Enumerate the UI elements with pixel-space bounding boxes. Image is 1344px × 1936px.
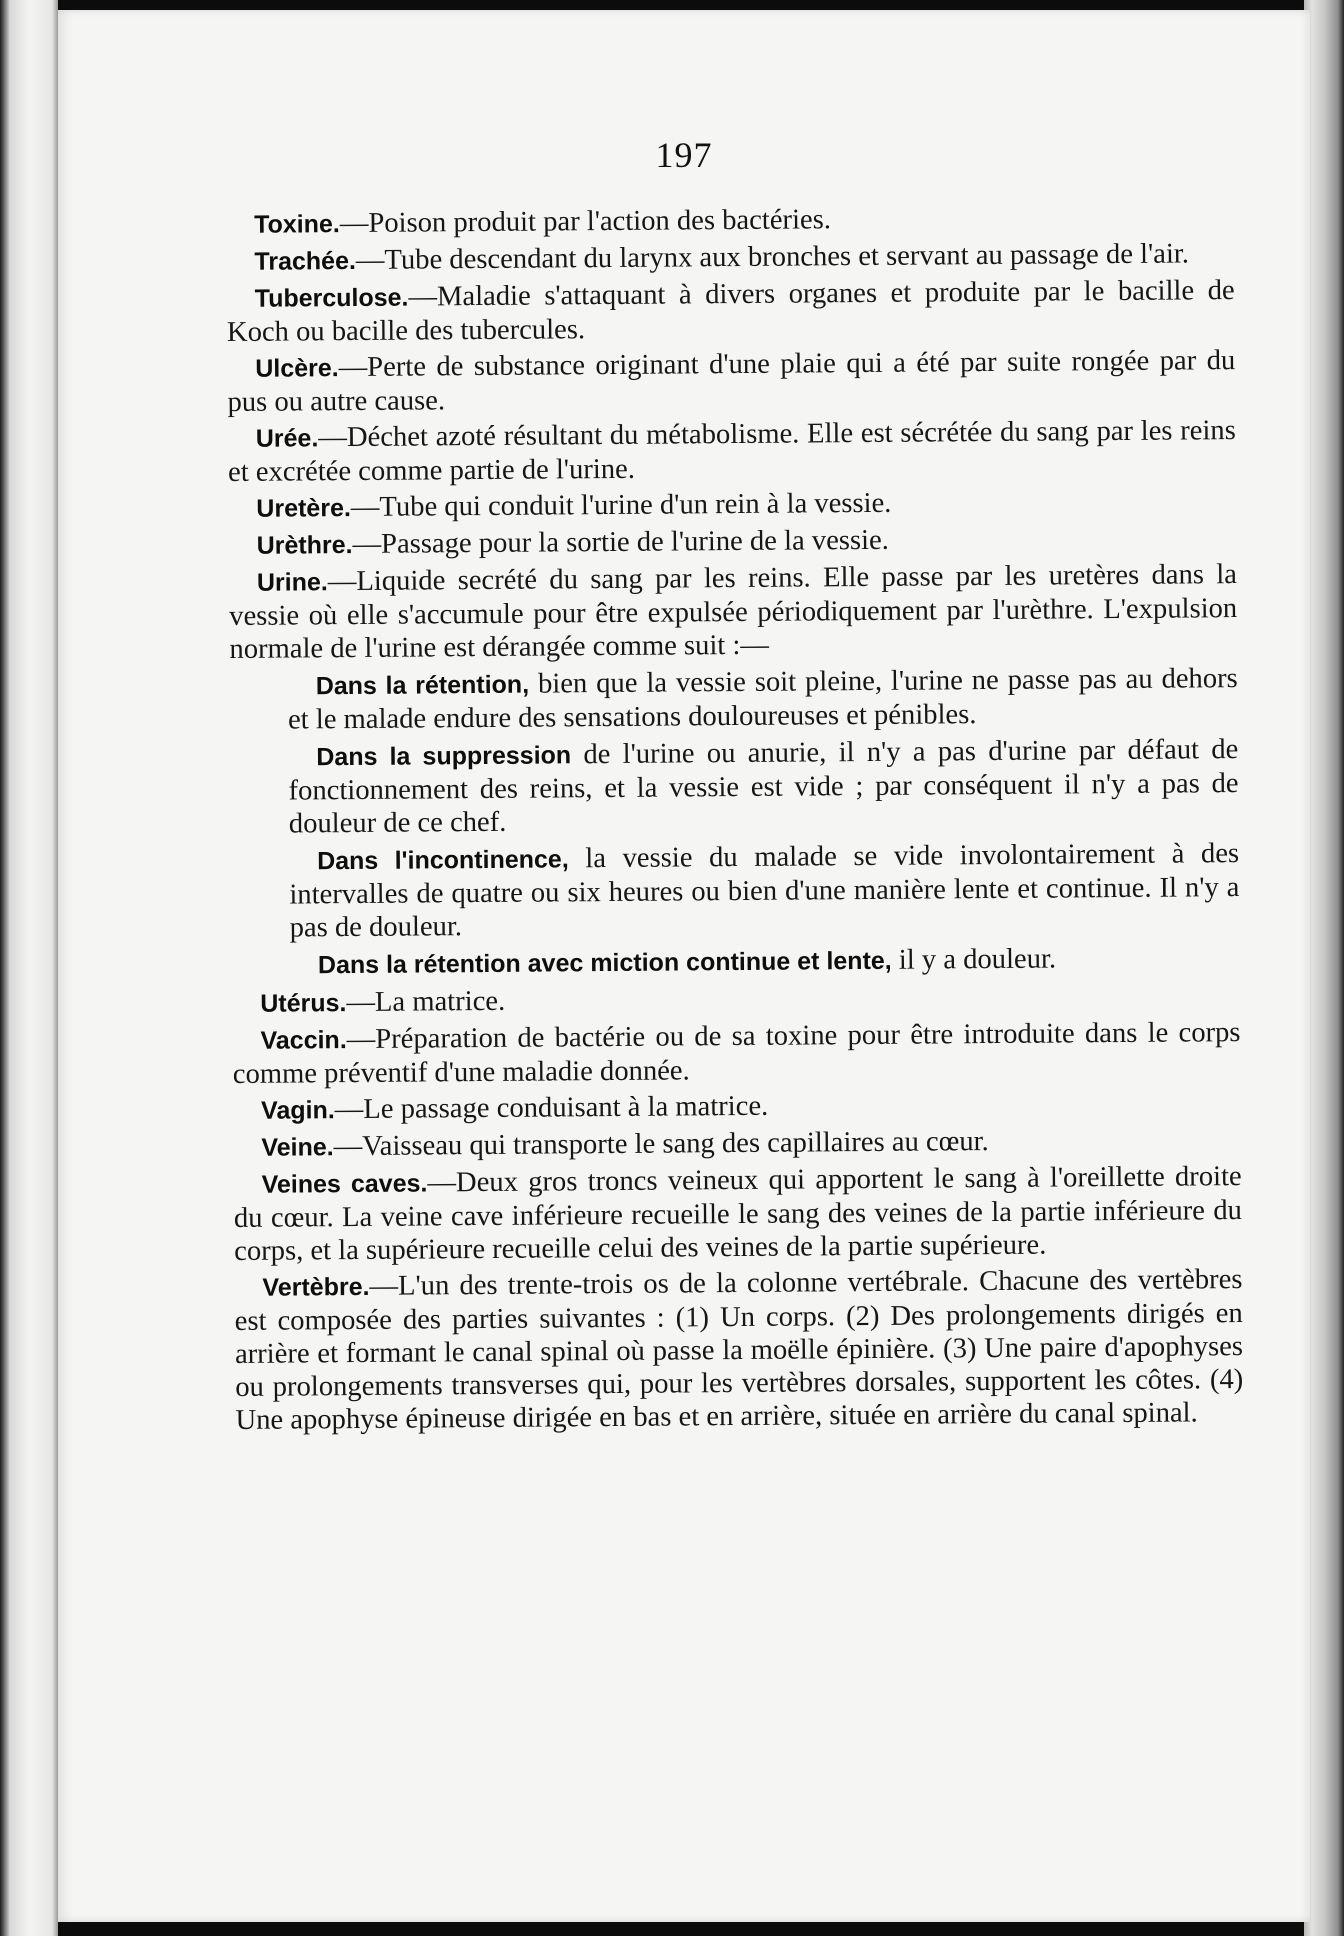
entry-term: Utérus. <box>260 989 347 1018</box>
glossary-entry-vaccin <box>232 1016 1240 1091</box>
entry-term: Vagin. <box>260 1096 335 1125</box>
glossary-entry-urethre <box>229 521 1237 563</box>
entry-term: Toxine. <box>254 210 340 239</box>
entry-term: Vaccin. <box>260 1026 347 1055</box>
entry-definition: —La matrice. <box>346 985 506 1019</box>
entry-definition: —Passage pour la sortie de l'urine de la vessie. <box>352 524 890 561</box>
glossary-entry-veines-caves <box>234 1160 1243 1268</box>
subentry-term: Dans la suppression <box>316 741 572 772</box>
glossary-entry-trachee <box>226 237 1234 279</box>
glossary-body <box>226 200 1244 1440</box>
subentry-incontinence <box>289 837 1240 944</box>
glossary-entry-uree <box>228 414 1236 489</box>
entry-definition: —Tube qui conduit l'urine d'un rein à la vessie. <box>350 487 892 524</box>
glossary-entry-ulcere <box>227 344 1235 419</box>
glossary-entry-toxine <box>226 200 1234 242</box>
entry-definition: —Le passage conduisant à la matrice. <box>334 1090 769 1126</box>
entry-term: Tuberculose. <box>254 283 409 313</box>
page <box>58 10 1310 1922</box>
entry-term: Uretère. <box>256 494 351 523</box>
entry-definition: —Liquide secrété du sang par les reins. Elle passe par les uretères dans la vessie où elle s'accumule pour être expulsée périodiquement par l'urèthre. L'expulsion normale de l'urine est dérangée comme suit :— <box>229 559 1238 665</box>
urine-subentries <box>288 662 1240 982</box>
glossary-entry-uretere <box>228 484 1236 526</box>
entry-definition: —Deux gros troncs veineux qui apportent le sang à l'oreillette droite du cœur. La veine cave inférieure recueille le sang des veines de la partie inférieure du corps, et la supérieure recueille celui des veines de la partie supérieure. <box>233 1161 1243 1267</box>
subentry-term: Dans l'incontinence, <box>317 845 569 876</box>
entry-term: Vertèbre. <box>262 1272 370 1302</box>
entry-definition: —L'un des trente-trois os de la colonne vertébrale. Chacune des vertèbres est composée des parties suivantes : (1) Un corps. (2) Des prolongements dirigés en arrière et formant le canal spinal où passe la moëlle épinière. (3) Une paire d'apophyses ou prolongements transverses qui, pour les vertèbres dorsales, supportent les côtes. (4) Une apophyse épineuse dirigée en bas et en arrière, située en arrière du canal spinal. <box>234 1264 1244 1436</box>
entry-term: Urée. <box>255 424 319 453</box>
subentry-retention <box>288 662 1238 736</box>
entry-definition: —Maladie s'attaquant à divers organes et produite par le bacille de Koch ou bacille des tubercules. <box>226 275 1235 348</box>
entry-definition: —Tube descendant du larynx aux bronches et servant au passage de l'air. <box>355 238 1190 276</box>
entry-term: Trachée. <box>254 246 356 276</box>
glossary-entry-veine <box>233 1123 1241 1165</box>
entry-definition: —Déchet azoté résultant du métabolisme. Elle est sécrétée du sang par les reins et excrétée comme partie de l'urine. <box>227 415 1236 488</box>
glossary-entry-uterus <box>232 979 1240 1021</box>
glossary-entry-tuberculose <box>227 274 1235 349</box>
entry-term: Veines caves. <box>261 1169 428 1199</box>
subentry-text: de l'urine ou anurie, il n'y a pas d'urine par défaut de fonctionnement des reins, et la vessie est vide ; par conséquent il n'y a pas de douleur de ce chef. <box>288 734 1239 840</box>
subentry-retention-miction <box>290 941 1240 982</box>
glossary-entry-vertebre <box>234 1263 1243 1437</box>
subentry-suppression <box>288 733 1239 840</box>
subentry-text: bien que la vessie soit pleine, l'urine ne passe pas au dehors et le malade endure des sensations douloureuses et pénibles. <box>287 663 1238 736</box>
subentry-text: il y a douleur. <box>891 943 1057 976</box>
entry-definition: —Poison produit par l'action des bactéries. <box>339 204 832 240</box>
glossary-entry-urine <box>229 558 1238 666</box>
page-number: 197 <box>655 135 713 175</box>
entry-definition: —Vaisseau qui transporte le sang des capillaires au cœur. <box>333 1126 989 1163</box>
subentry-text: la vessie du malade se vide involontairement à des intervalles de quatre ou six heures ou bien d'une manière lente et continue. Il n'y a pas de douleur. <box>289 838 1240 944</box>
entry-term: Urèthre. <box>256 531 353 560</box>
entry-term: Ulcère. <box>255 354 339 383</box>
subentry-term: Dans la rétention avec miction continue et lente, <box>317 946 892 980</box>
entry-definition: —Perte de substance originant d'une plaie qui a été par suite rongée par du pus ou autre cause. <box>227 345 1236 418</box>
glossary-entry-vagin <box>233 1086 1241 1128</box>
entry-definition: —Préparation de bactérie ou de sa toxine pour être introduite dans le corps comme préventif d'une maladie donnée. <box>232 1017 1241 1090</box>
subentry-term: Dans la rétention, <box>315 670 530 701</box>
entry-term: Veine. <box>261 1133 334 1162</box>
left-page-edge <box>0 0 58 1936</box>
entry-term: Urine. <box>256 568 328 597</box>
right-page-edge <box>1304 0 1344 1936</box>
